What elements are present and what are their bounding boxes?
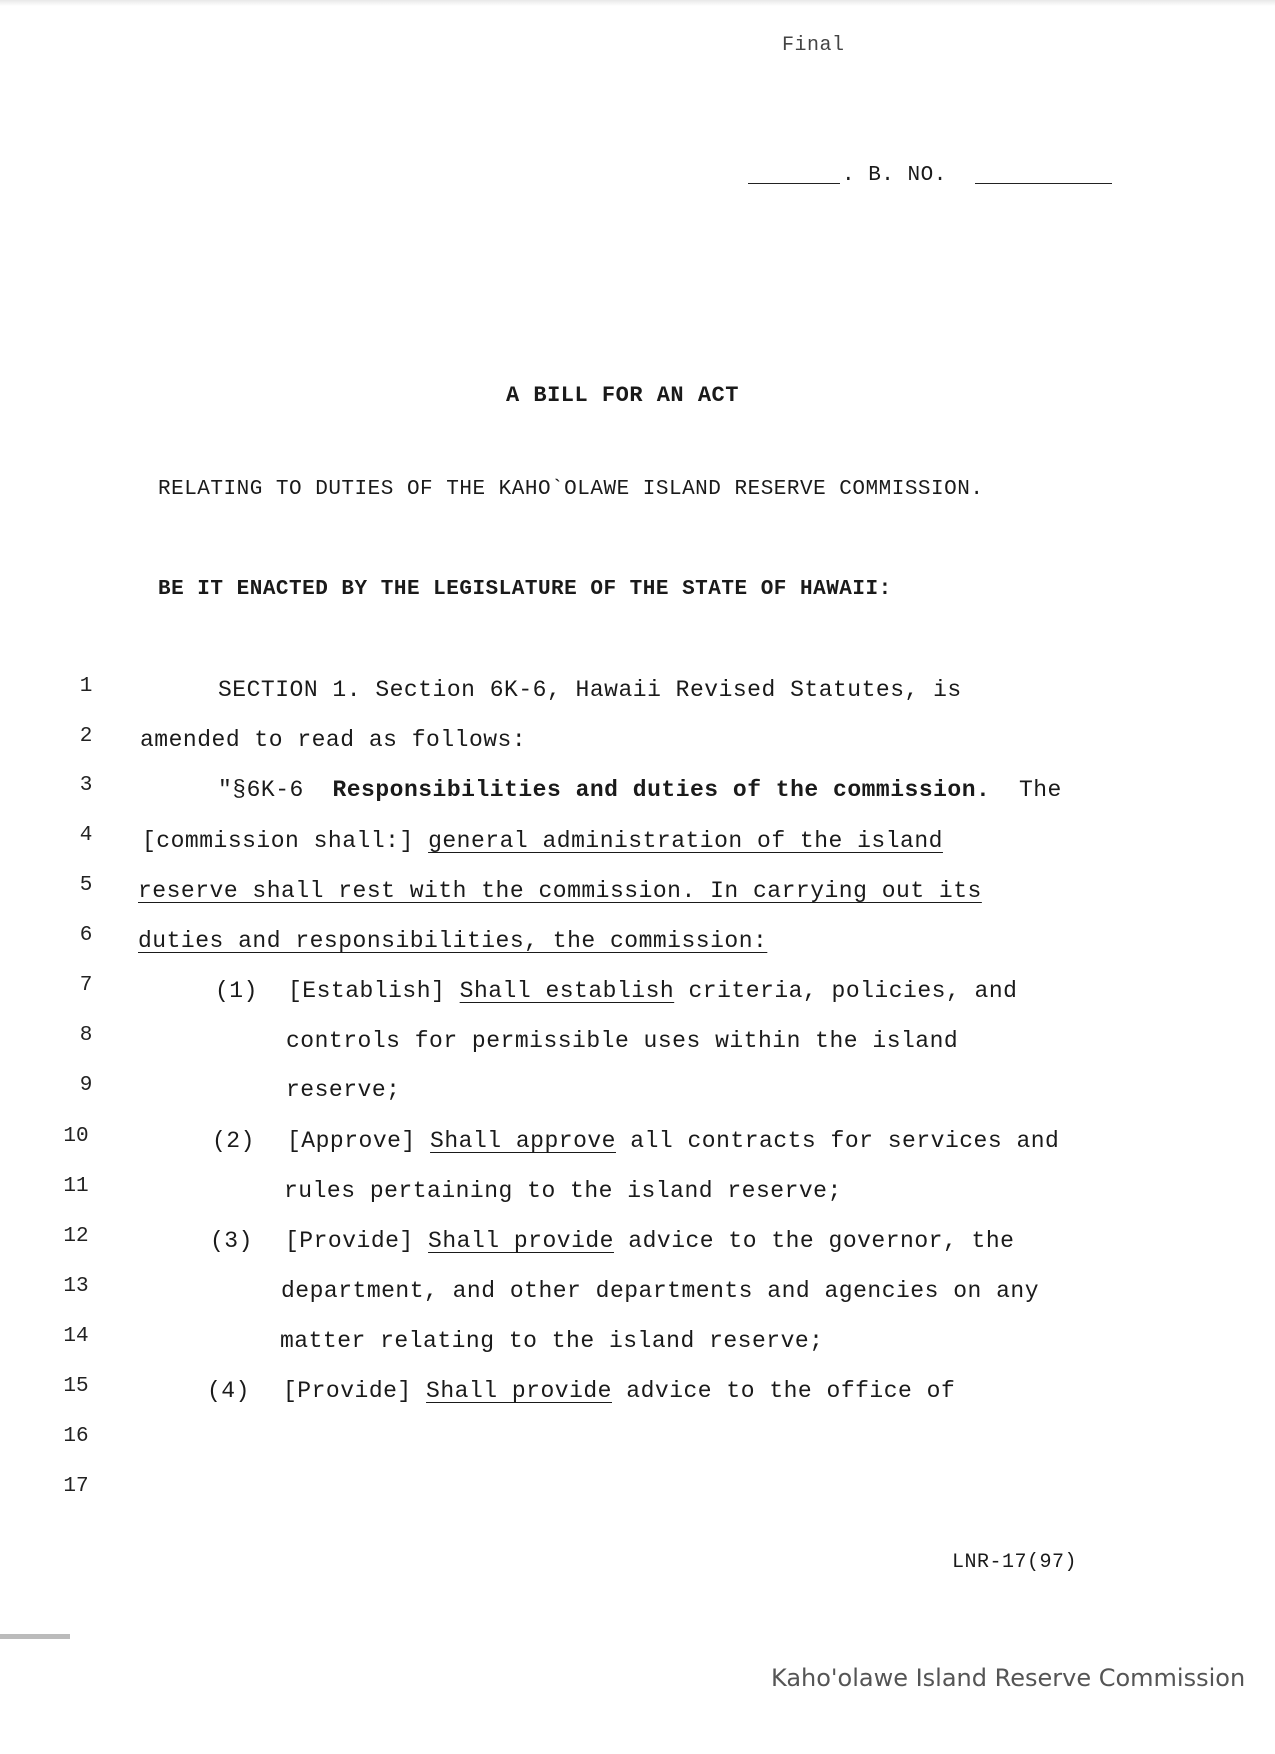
line-number: 15 [63,1375,89,1398]
line-number: 12 [63,1225,89,1248]
line-number: 6 [79,924,93,947]
line-number: 5 [79,874,93,897]
section-heading: Responsibilities and duties of the commission. [332,777,991,803]
body-line-1: SECTION 1. Section 6K-6, Hawaii Revised Statutes, is [218,677,962,703]
item-2-rest: all contracts for services and [630,1128,1060,1154]
item-1-cont-2: reserve; [286,1077,401,1103]
scan-edge-mark [0,1634,70,1639]
item-3-cont-2: matter relating to the island reserve; [280,1328,824,1354]
body-line-6: duties and responsibilities, the commission: [138,928,768,954]
item-1-line [288,978,1017,1004]
item-3-number: (3) [210,1228,253,1254]
deleted-text: [Provide] [285,1228,414,1254]
item-4-number: (4) [207,1378,250,1404]
item-2-number: (2) [212,1128,255,1154]
item-3-line [285,1228,1014,1254]
line-number: 11 [63,1175,89,1198]
item-2-line [287,1128,1059,1154]
body-line-3-tail: The [1018,777,1062,803]
bill-subtitle: RELATING TO DUTIES OF THE KAHO`OLAWE ISLAND RESERVE COMMISSION. [158,478,984,501]
deleted-text: [Establish] [288,978,446,1004]
item-1-rest: criteria, policies, and [688,978,1018,1004]
inserted-text: Shall provide [426,1378,612,1404]
inserted-text: Shall provide [428,1228,614,1254]
bill-number-blank [975,183,1112,184]
line-number: 4 [79,824,93,847]
section-symbol: "§6K-6 [218,777,304,803]
body-line-2: amended to read as follows: [140,727,527,753]
inserted-text: Shall approve [430,1128,616,1154]
deleted-text: [Approve] [287,1128,416,1154]
item-4-rest: advice to the office of [626,1378,956,1404]
line-number: 7 [79,974,93,997]
scan-top-shade [0,0,1275,6]
line-number: 2 [79,725,93,748]
bill-title: A BILL FOR AN ACT [506,383,739,408]
line-number: 13 [63,1275,89,1298]
form-code: LNR-17(97) [952,1551,1078,1574]
deleted-text: [Provide] [283,1378,412,1404]
line-number: 16 [63,1425,89,1448]
line-number: 1 [79,675,93,698]
inserted-text: Shall establish [459,978,675,1004]
line-number: 3 [79,774,93,797]
item-3-rest: advice to the governor, the [628,1228,1015,1254]
line-number: 8 [79,1024,93,1047]
line-number: 14 [63,1325,89,1348]
line-number: 10 [63,1125,89,1148]
item-1-cont-1: controls for permissible uses within the island [286,1028,959,1054]
body-line-3 [218,777,1062,803]
item-1-number: (1) [215,978,258,1004]
inserted-text: general administration of the island [428,828,943,854]
line-number: 17 [63,1475,89,1498]
body-line-4 [142,828,943,854]
item-4-line [283,1378,955,1404]
watermark-brand: Kaho'olawe Island Reserve Commission [771,1664,1246,1692]
draft-mark: Final [782,34,845,57]
enacting-clause: BE IT ENACTED BY THE LEGISLATURE OF THE STATE OF HAWAII: [158,578,892,601]
item-2-cont-1: rules pertaining to the island reserve; [284,1178,842,1204]
body-line-5: reserve shall rest with the commission. In carrying out its [138,878,982,904]
item-3-cont-1: department, and other departments and agencies on any [281,1278,1040,1304]
bill-no-label: . B. NO. [842,164,947,187]
deleted-text: [commission shall:] [142,828,414,854]
line-number: 9 [79,1074,93,1097]
bill-chamber-blank [748,183,840,184]
